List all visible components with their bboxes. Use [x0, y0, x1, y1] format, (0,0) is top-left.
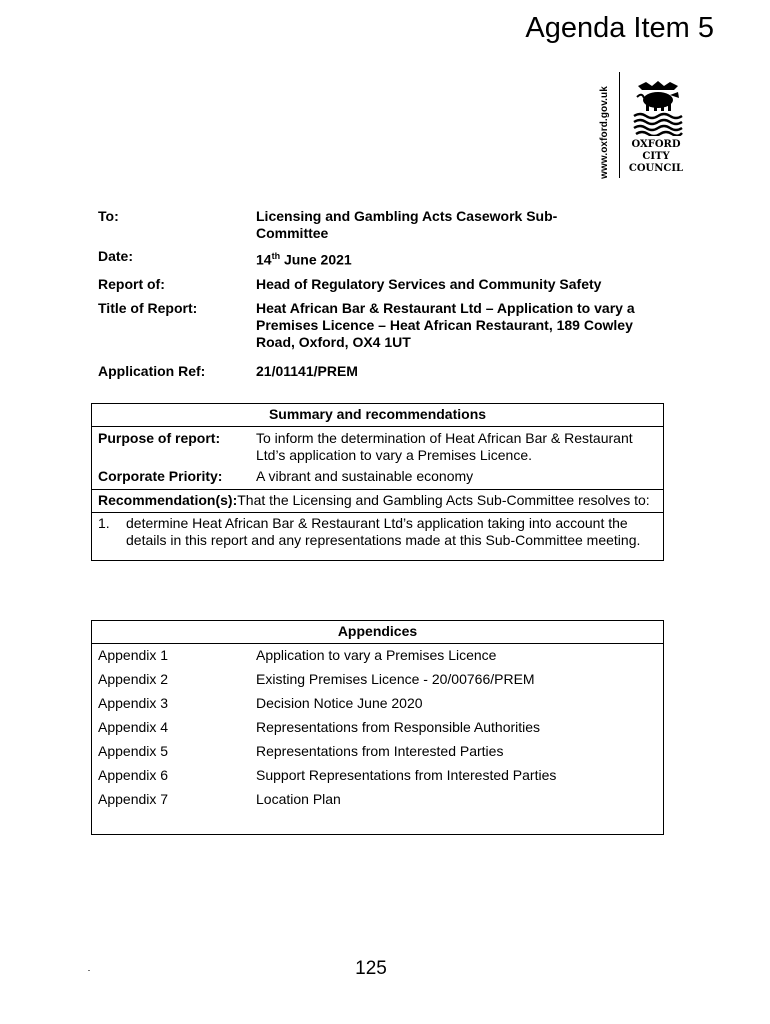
- appendices-heading: Appendices: [92, 621, 664, 644]
- appendix-label: Appendix 6: [98, 767, 169, 783]
- council-website-url: www.oxford.gov.uk: [598, 85, 610, 179]
- appendix-title: Location Plan: [256, 791, 341, 807]
- summary-table: [91, 403, 664, 561]
- to-label: To:: [98, 208, 119, 224]
- purpose-value: To inform the determination of Heat African Bar & Restaurant Ltd’s application to vary a Premises Licence.: [256, 430, 633, 463]
- appendix-title: Support Representations from Interested Parties: [256, 767, 557, 783]
- application-ref-value: 21/01141/PREM: [256, 362, 358, 379]
- appendix-label: Appendix 1: [98, 647, 169, 663]
- appendix-title: Decision Notice June 2020: [256, 695, 423, 711]
- date-value: 14th June 2021: [256, 251, 352, 268]
- council-name-logo: OXFORD CITY COUNCIL: [628, 139, 684, 174]
- date-label: Date:: [98, 248, 134, 264]
- application-ref-label: Application Ref:: [98, 362, 206, 379]
- appendix-label: Appendix 2: [98, 671, 169, 687]
- appendix-title: Existing Premises Licence - 20/00766/PREM: [256, 671, 535, 687]
- recommendation-row: Recommendation(s):That the Licensing and Gambling Acts Sub-Committee resolves to:: [92, 489, 664, 512]
- appendices-table: [91, 620, 664, 835]
- corporate-priority-label: Corporate Priority:: [98, 467, 223, 484]
- report-of-label: Report of:: [98, 275, 165, 292]
- to-value: Licensing and Gambling Acts Casework Sub-Committee: [256, 208, 558, 241]
- report-details: [98, 208, 658, 380]
- agenda-item-heading: Agenda Item 5: [525, 12, 714, 44]
- appendix-title: Application to vary a Premises Licence: [256, 647, 497, 663]
- appendix-title: Representations from Responsible Authorities: [256, 719, 541, 735]
- appendix-label: Appendix 5: [98, 743, 169, 759]
- oxford-crest-icon: [632, 80, 684, 136]
- report-of-value: Head of Regulatory Services and Community Safety: [256, 275, 602, 292]
- report-title-value: Heat African Bar & Restaurant Ltd – Application to vary a Premises Licence – Heat African Restaurant, 189 Cowley Road, Oxford, OX4 1UT: [256, 299, 635, 350]
- corporate-priority-value: A vibrant and sustainable economy: [256, 467, 474, 484]
- purpose-label: Purpose of report:: [98, 430, 221, 446]
- appendix-label: Appendix 3: [98, 695, 169, 711]
- report-title-label: Title of Report:: [98, 299, 198, 316]
- appendix-title: Representations from Interested Parties: [256, 743, 504, 759]
- summary-heading: Summary and recommendations: [92, 404, 664, 427]
- recommendation-item: 1. determine Heat African Bar & Restaurant Ltd’s application taking into account the details in this report and any representations made at this Sub-Committee meeting.: [98, 514, 641, 548]
- page-number: 125: [355, 958, 387, 979]
- appendix-label: Appendix 4: [98, 719, 169, 735]
- appendix-label: Appendix 7: [98, 791, 169, 807]
